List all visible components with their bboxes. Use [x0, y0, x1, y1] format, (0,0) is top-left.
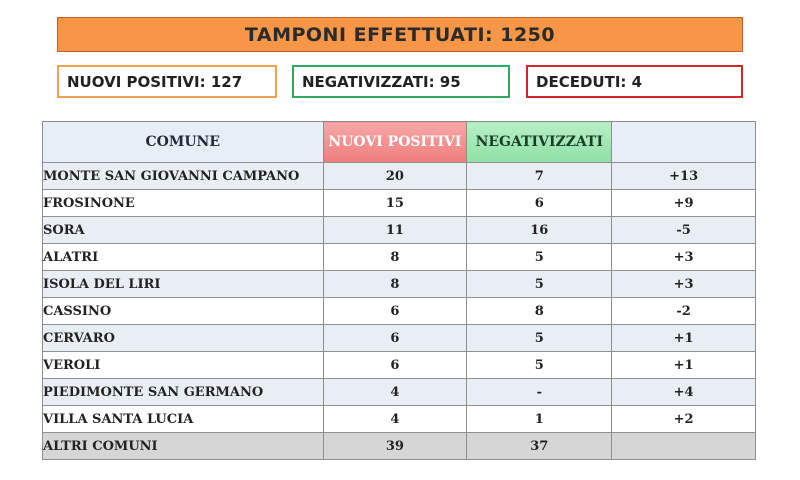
table-row [43, 379, 756, 406]
tamponi-banner: TAMPONI EFFETTUATI: 1250 [57, 17, 743, 52]
cell-comune: CERVARO [43, 325, 324, 352]
cell-differenza [612, 433, 756, 460]
cell-nuovi-positivi: 4 [323, 406, 467, 433]
cell-differenza: +4 [612, 379, 756, 406]
cell-nuovi-positivi: 8 [323, 244, 467, 271]
cell-comune: FROSINONE [43, 190, 324, 217]
table-header-row [43, 122, 756, 163]
table-row-altri-comuni [43, 433, 756, 460]
cell-nuovi-positivi: 39 [323, 433, 467, 460]
cell-negativizzati: 8 [467, 298, 612, 325]
cell-comune: SORA [43, 217, 324, 244]
cell-differenza: -2 [612, 298, 756, 325]
deceduti-box: DECEDUTI: 4 [526, 65, 743, 98]
table-row [43, 271, 756, 298]
header-comune: COMUNE [43, 122, 324, 163]
cell-nuovi-positivi: 8 [323, 271, 467, 298]
cell-negativizzati: 5 [467, 325, 612, 352]
cell-comune: ISOLA DEL LIRI [43, 271, 324, 298]
cell-negativizzati: 37 [467, 433, 612, 460]
cell-differenza: +1 [612, 325, 756, 352]
cell-comune: ALTRI COMUNI [43, 433, 324, 460]
cell-differenza: +13 [612, 163, 756, 190]
table-row [43, 406, 756, 433]
cell-negativizzati: - [467, 379, 612, 406]
cell-comune: PIEDIMONTE SAN GERMANO [43, 379, 324, 406]
cell-differenza: +3 [612, 271, 756, 298]
table-row [43, 352, 756, 379]
cell-differenza: +3 [612, 244, 756, 271]
cell-differenza: -5 [612, 217, 756, 244]
header-negativizzati: NEGATIVIZZATI [467, 122, 612, 163]
cell-comune: VILLA SANTA LUCIA [43, 406, 324, 433]
cell-comune: CASSINO [43, 298, 324, 325]
cell-negativizzati: 7 [467, 163, 612, 190]
cell-nuovi-positivi: 6 [323, 298, 467, 325]
cell-comune: ALATRI [43, 244, 324, 271]
cell-nuovi-positivi: 11 [323, 217, 467, 244]
cell-comune: VEROLI [43, 352, 324, 379]
cell-nuovi-positivi: 6 [323, 325, 467, 352]
cell-negativizzati: 16 [467, 217, 612, 244]
header-nuovi-positivi: NUOVI POSITIVI [323, 122, 467, 163]
table-row [43, 163, 756, 190]
cell-negativizzati: 5 [467, 352, 612, 379]
cell-differenza: +9 [612, 190, 756, 217]
comuni-table [42, 121, 756, 460]
cell-negativizzati: 5 [467, 244, 612, 271]
header-differenza [612, 122, 756, 163]
table-row [43, 325, 756, 352]
cell-negativizzati: 6 [467, 190, 612, 217]
table-row [43, 244, 756, 271]
cell-nuovi-positivi: 15 [323, 190, 467, 217]
cell-differenza: +1 [612, 352, 756, 379]
cell-nuovi-positivi: 6 [323, 352, 467, 379]
table-row [43, 217, 756, 244]
cell-nuovi-positivi: 4 [323, 379, 467, 406]
table-row [43, 190, 756, 217]
negativizzati-box: NEGATIVIZZATI: 95 [292, 65, 510, 98]
cell-differenza: +2 [612, 406, 756, 433]
cell-comune: MONTE SAN GIOVANNI CAMPANO [43, 163, 324, 190]
cell-negativizzati: 1 [467, 406, 612, 433]
cell-nuovi-positivi: 20 [323, 163, 467, 190]
table-row [43, 298, 756, 325]
nuovi-positivi-box: NUOVI POSITIVI: 127 [57, 65, 277, 98]
cell-negativizzati: 5 [467, 271, 612, 298]
